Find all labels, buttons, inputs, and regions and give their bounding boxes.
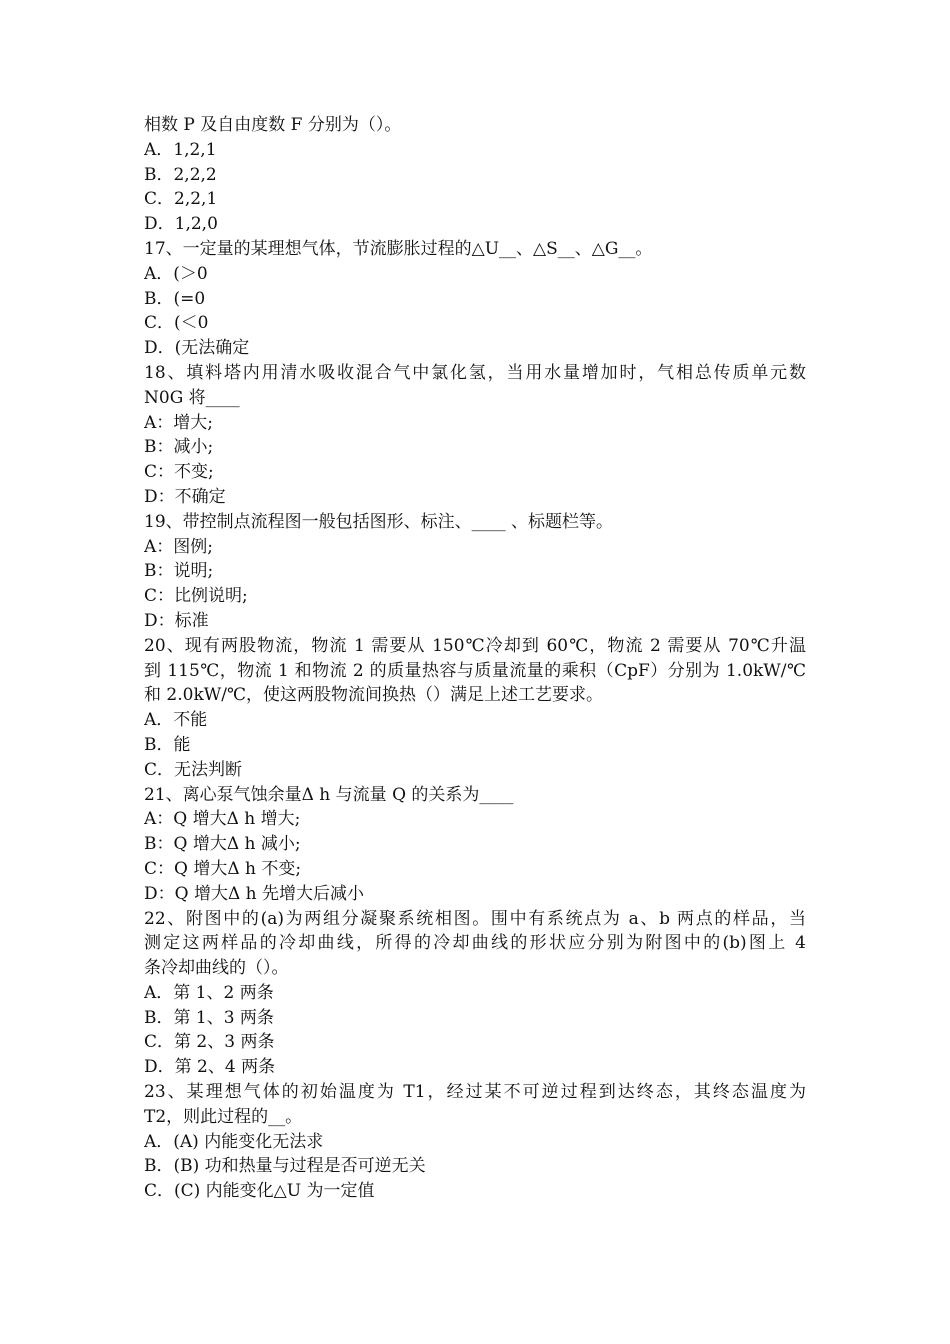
option-line: D：标准 (144, 610, 209, 631)
option-line: D：Q 增大Δ h 先增大后减小 (144, 883, 365, 904)
option-line: B：减小; (144, 437, 214, 458)
option-line: C：不变; (144, 462, 214, 483)
option-line: C．2,2,1 (144, 189, 218, 210)
question-22-cont: 测定这两样品的冷却曲线，所得的冷却曲线的形状应分别为附图中的(b)图上 4 (144, 933, 806, 954)
option-line: B．(=0 (144, 288, 206, 309)
option-line: B．能 (144, 734, 191, 755)
option-line: A．不能 (144, 710, 208, 731)
option-line: C：比例说明; (144, 586, 248, 607)
option-line: B：Q 增大Δ h 减小; (144, 834, 301, 855)
question-22: 22、附图中的(a)为两组分凝聚系统相图。围中有系统点为 a、b 两点的样品，当 (144, 908, 806, 929)
question-23: 23、某理想气体的初始温度为 T1，经过某不可逆过程到达终态，其终态温度为 (144, 1082, 806, 1103)
question-20: 20、现有两股物流，物流 1 需要从 150℃冷却到 60℃，物流 2 需要从 70℃升温 (144, 635, 806, 656)
question-21: 21、离心泵气蚀余量Δ h 与流量 Q 的关系为____ (144, 784, 514, 805)
option-line: A．(＞0 (144, 263, 208, 284)
option-line: B：说明; (144, 561, 214, 582)
question-20-cont: 到 115℃，物流 1 和物流 2 的质量热容与质量流量的乘积（CpF）分别为 1.0kW/℃ (144, 660, 806, 681)
option-line: D．1,2,0 (144, 214, 218, 235)
question-19: 19、带控制点流程图一般包括图形、标注、____ 、标题栏等。 (144, 511, 614, 532)
option-line: C．第 2、3 两条 (144, 1032, 275, 1053)
text-line: 相数 P 及自由度数 F 分别为（）。 (144, 115, 402, 135)
document-page (144, 113, 806, 1204)
option-line: B．第 1、3 两条 (144, 1007, 274, 1028)
option-line: C：Q 增大Δ h 不变; (144, 858, 302, 879)
option-line: C．(C) 内能变化△U 为一定值 (144, 1181, 375, 1202)
option-line: A．(A) 内能变化无法求 (144, 1131, 324, 1152)
option-line: A：增大; (144, 412, 214, 433)
option-line: A：Q 增大Δ h 增大; (144, 809, 301, 830)
question-18-cont: N0G 将____ (144, 387, 240, 408)
option-line: B．2,2,2 (144, 164, 217, 185)
option-line: D．第 2、4 两条 (144, 1057, 276, 1078)
option-line: A．第 1、2 两条 (144, 982, 274, 1003)
option-line: D．(无法确定 (144, 338, 250, 359)
question-20-cont: 和 2.0kW/℃，使这两股物流间换热（）满足上述工艺要求。 (144, 685, 603, 706)
question-17: 17、一定量的某理想气体，节流膨胀过程的△U__、△S__、△G__。 (144, 238, 653, 259)
option-line: D：不确定 (144, 486, 226, 507)
question-18: 18、填料塔内用清水吸收混合气中氯化氢，当用水量增加时，气相总传质单元数 (144, 362, 806, 383)
option-line: C．无法判断 (144, 759, 243, 780)
question-22-cont: 条冷却曲线的（）。 (144, 958, 289, 979)
option-line: A．1,2,1 (144, 139, 217, 160)
question-23-cont: T2，则此过程的__。 (144, 1106, 303, 1127)
option-line: C．(＜0 (144, 313, 209, 334)
option-line: B．(B) 功和热量与过程是否可逆无关 (144, 1156, 426, 1177)
option-line: A：图例; (144, 536, 214, 557)
